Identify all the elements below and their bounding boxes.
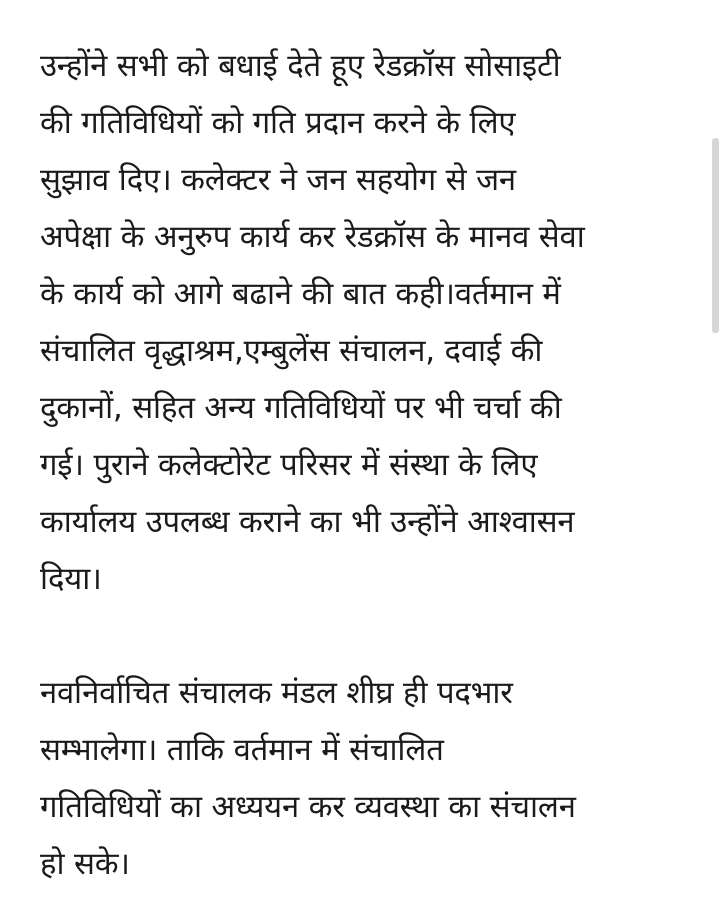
text-line: उन्होंने सभी को बधाई देते हूए रेडक्रॉस सोसाइटी	[40, 48, 561, 84]
paragraph-1	[40, 38, 685, 608]
text-line: दुकानों, सहित अन्य गतिविधियों पर भी चर्चा की	[40, 390, 562, 426]
text-line: सम्भालेगा। ताकि वर्तमान में संचालित	[40, 732, 444, 768]
text-line: हो सके।	[40, 846, 130, 882]
scrollbar-thumb[interactable]	[712, 138, 719, 333]
text-line: कार्यालय उपलब्ध कराने का भी उन्होंने आश्वासन	[40, 504, 575, 540]
text-line: गई। पुराने कलेक्टोरेट परिसर में संस्था के लिए	[40, 447, 538, 483]
paragraph-spacer	[40, 608, 685, 665]
text-line: दिया।	[40, 561, 102, 597]
article-body	[40, 38, 685, 893]
text-line: नवनिर्वाचित संचालक मंडल शीघ्र ही पदभार	[40, 675, 513, 711]
text-line: के कार्य को आगे बढाने की बात कही।वर्तमान में	[40, 276, 561, 312]
text-line: गतिविधियों का अध्ययन कर व्यवस्था का संचालन	[40, 789, 576, 825]
text-line: की गतिविधियों को गति प्रदान करने के लिए	[40, 105, 516, 141]
text-line: संचालित वृद्धाश्रम,एम्बुलेंस संचालन, दवाई की	[40, 333, 543, 369]
paragraph-2	[40, 665, 685, 893]
text-line: अपेक्षा के अनुरुप कार्य कर रेडक्रॉस के मानव सेवा	[40, 219, 585, 255]
text-line: सुझाव दिए। कलेक्टर ने जन सहयोग से जन	[40, 162, 516, 198]
